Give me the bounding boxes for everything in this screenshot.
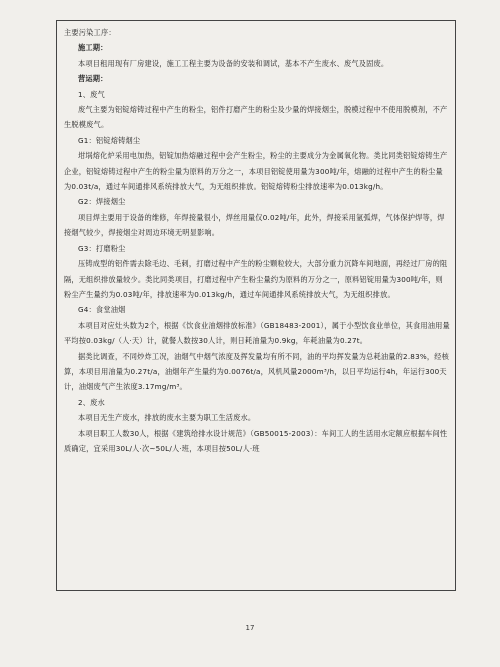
paragraph: 施工期：	[78, 43, 108, 53]
paragraph: G1：铝锭熔铸烟尘	[78, 135, 141, 145]
paragraph: 本项目无生产废水，排放的废水主要为职工生活废水。	[78, 413, 256, 423]
paragraph: 1、废气	[78, 89, 105, 99]
paragraph: 压铸成型的铝件需去除毛边、毛刺，打磨过程中产生的粉尘颗粒较大，大部分重力沉降车间地面，再经过厂房的阻隔，无组织排放量较少。类比同类项目，打磨过程中产生粉尘量约为原料的万分之一，原料铝锭用量为300吨/年，则粉尘产生量约为0.03吨/年，排放速率为0.013kg/h，通过车间通排风系统排放大气，为无组织排放。	[64, 259, 448, 299]
paragraph: 主要污染工序：	[64, 28, 116, 37]
paragraph: G2：焊接烟尘	[78, 197, 126, 207]
document-body	[64, 25, 450, 456]
page-number: 17	[245, 624, 255, 632]
paragraph: 本项目对应灶头数为2个，根据《饮食业油烟排放标准》（GB18483-2001），属于小型饮食业单位，其食用油用量平均按0.03kg/（人·天）计，就餐人数按30人计，则日耗油量为0.9kg，年耗油量为0.27t。	[64, 320, 450, 346]
content-frame	[56, 20, 456, 591]
paragraph: G3：打磨粉尘	[78, 243, 126, 253]
paragraph: 2、废水	[78, 397, 105, 407]
paragraph: 本项目租用现有厂房建设，施工工程主要为设备的安装和调试，基本不产生废水、废气及固废。	[78, 58, 389, 68]
paragraph: 营运期：	[78, 74, 108, 84]
paragraph: 坩埚熔化炉采用电加热，铝锭加热熔融过程中会产生粉尘，粉尘的主要成分为金属氧化物。类比同类铝锭熔铸生产企业，铝锭熔铸过程中产生的粉尘量为原料的万分之一，本项目铝锭使用量为300吨/年，熔融的过程中产生的粉尘量为0.03t/a，通过车间通排风系统排放大气，为无组织排放。铝锭熔铸粉尘排放速率为0.013kg/h。	[64, 151, 448, 192]
paragraph: G4：食堂油烟	[78, 305, 126, 315]
paragraph: 废气主要为铝锭熔铸过程中产生的粉尘，铝件打磨产生的粉尘及少量的焊接烟尘，脱模过程中不使用脱模剂，不产生脱模废气。	[64, 105, 448, 130]
paragraph: 本项目职工人数30人，根据《建筑给排水设计规范》（GB50015-2003）：车间工人的生活用水定额应根据车间性质确定，宜采用30L/人·次~50L/人·班，本项目按50L/人·班	[64, 428, 448, 453]
paragraph: 项目焊主要用于设备的维修，年焊接量很小，焊丝用量仅0.02吨/年，此外，焊接采用氩弧焊，气体保护焊等，焊接烟气较少，焊接烟尘对周边环境无明显影响。	[64, 212, 445, 238]
paragraph: 据类比调查，不同炒炸工况，油烟气中烟气浓度及挥发量均有所不同，油的平均挥发量为总耗油量的2.83%，经核算，本项目用油量为0.27t/a，油烟年产生量约为0.0076t/a，风机风量2000m³/h，以日平均运行4h，年运行300天计，油烟废气产生浓度3.17mg/m³。	[64, 351, 450, 392]
